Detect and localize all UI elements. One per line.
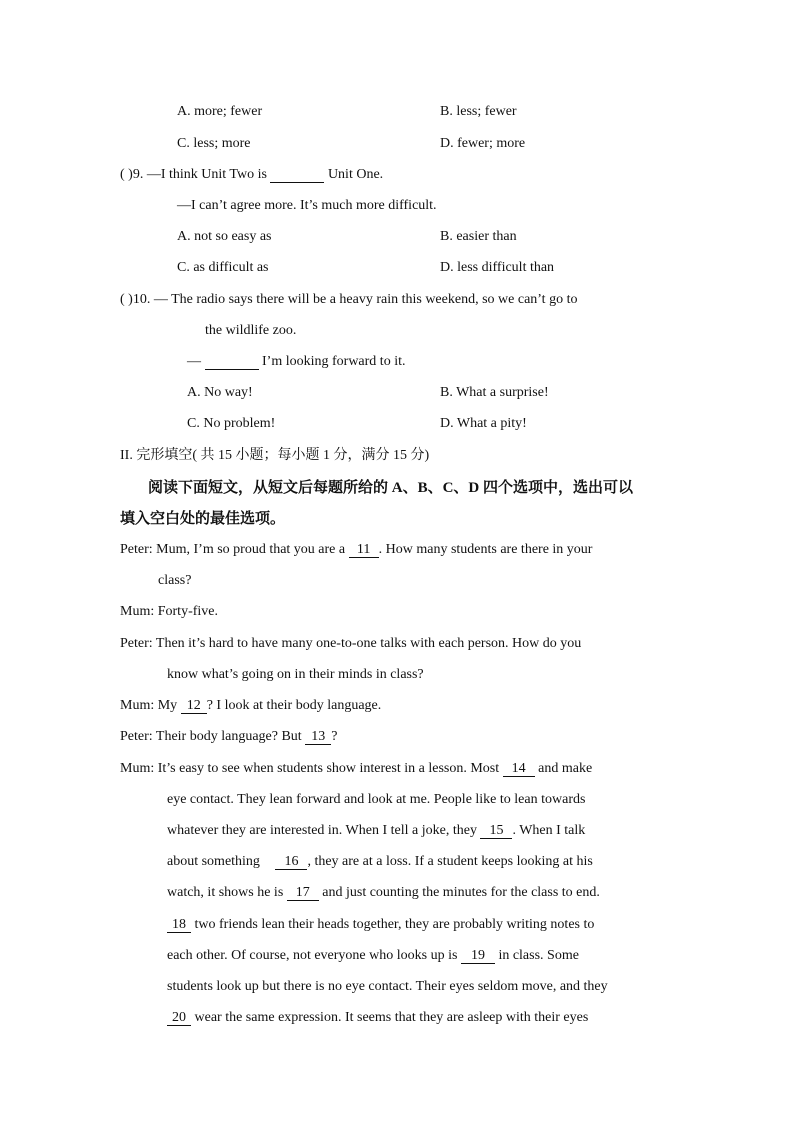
passage-line-14 [167, 947, 579, 965]
passage-line-9: eye contact. They lean forward and look at me. People like to lean towards [167, 792, 586, 807]
passage-line-16 [167, 1009, 588, 1027]
passage-text: , they are at a loss. If a student keeps looking at his [307, 854, 593, 869]
blank-13: 13 [305, 729, 331, 745]
passage-text: in class. Some [498, 948, 579, 963]
passage-line-5: know what’s going on in their minds in class? [167, 667, 424, 682]
q9-stem-post: Unit One. [327, 167, 384, 182]
passage-text: Peter: Their body language? But [120, 729, 302, 744]
q9-stem-pre: 9. —I think Unit Two is [132, 167, 267, 182]
passage-text: Peter: Mum, I’m so proud that you are a [120, 542, 346, 557]
q9-answer-paren: ( ) [120, 167, 133, 182]
passage-text: and just counting the minutes for the class to end. [322, 885, 600, 900]
blank-15: 15 [480, 823, 512, 839]
passage-text: two friends lean their heads together, they are probably writing notes to [194, 917, 595, 932]
q10-reply-post: I’m looking forward to it. [262, 354, 406, 369]
passage-text: . When I talk [512, 823, 586, 838]
passage-line-15: students look up but there is no eye contact. Their eyes seldom move, and they [167, 979, 608, 994]
blank-14: 14 [503, 761, 535, 777]
q10-blank [205, 354, 259, 370]
passage-line-1 [120, 541, 592, 559]
q10-reply-dash: — [187, 354, 201, 369]
blank-16: 16 [275, 854, 307, 870]
q9-blank [270, 167, 324, 183]
passage-text: each other. Of course, not everyone who looks up is [167, 948, 458, 963]
passage-line-6 [120, 697, 381, 715]
q10-stem [120, 291, 577, 309]
passage-text: whatever they are interested in. When I tell a joke, they [167, 823, 477, 838]
q10-option-b: B. What a surprise! [440, 385, 549, 400]
blank-12: 12 [181, 698, 207, 714]
section-instruction-line2: 填入空白处的最佳选项。 [120, 511, 286, 527]
q8-option-b: B. less; fewer [440, 104, 517, 119]
passage-text: ? [331, 729, 338, 744]
q9-stem [120, 166, 383, 184]
passage-text: . How many students are there in your [378, 542, 593, 557]
q10-option-d: D. What a pity! [440, 416, 527, 431]
passage-line-7 [120, 728, 337, 746]
passage-line-13 [167, 916, 594, 934]
section-heading: II. 完形填空( 共 15 小题；每小题 1 分，满分 15 分) [120, 448, 430, 463]
passage-line-2: class? [158, 573, 192, 588]
blank-20: 20 [167, 1010, 191, 1026]
q10-option-a: A. No way! [187, 385, 253, 400]
section-instruction-line1: 阅读下面短文，从短文后每题所给的 A、B、C、D 四个选项中，选出可以 [148, 480, 634, 496]
blank-19: 19 [461, 948, 495, 964]
passage-text: Mum: It’s easy to see when students show interest in a lesson. Most [120, 761, 500, 776]
q10-answer-paren: ( ) [120, 292, 133, 307]
passage-text: watch, it shows he is [167, 885, 284, 900]
passage-line-8 [120, 760, 592, 778]
passage-text: Mum: My [120, 698, 178, 713]
passage-line-11 [167, 853, 593, 871]
q10-stem-line1: 10. — The radio says there will be a heavy rain this weekend, so we can’t go to [132, 292, 578, 307]
q9-option-b: B. easier than [440, 229, 517, 244]
passage-text: and make [538, 761, 593, 776]
q9-option-c: C. as difficult as [177, 260, 269, 275]
q8-option-d: D. fewer; more [440, 136, 526, 151]
q10-reply [187, 353, 405, 371]
q9-reply: —I can’t agree more. It’s much more difficult. [177, 198, 437, 213]
q9-option-a: A. not so easy as [177, 229, 272, 244]
q10-option-c: C. No problem! [187, 416, 276, 431]
passage-line-4: Peter: Then it’s hard to have many one-to-one talks with each person. How do you [120, 636, 582, 651]
q8-option-a: A. more; fewer [177, 104, 263, 119]
q8-option-c: C. less; more [177, 136, 251, 151]
blank-11: 11 [349, 542, 379, 558]
passage-text: about something [167, 854, 260, 869]
blank-18: 18 [167, 917, 191, 933]
passage-line-3: Mum: Forty-five. [120, 604, 218, 619]
blank-17: 17 [287, 885, 319, 901]
q10-stem-line2: the wildlife zoo. [205, 323, 297, 338]
passage-line-10 [167, 822, 585, 840]
q9-option-d: D. less difficult than [440, 260, 555, 275]
passage-line-12 [167, 884, 600, 902]
passage-text: ? I look at their body language. [206, 698, 382, 713]
passage-text: wear the same expression. It seems that they are asleep with their eyes [194, 1010, 589, 1025]
